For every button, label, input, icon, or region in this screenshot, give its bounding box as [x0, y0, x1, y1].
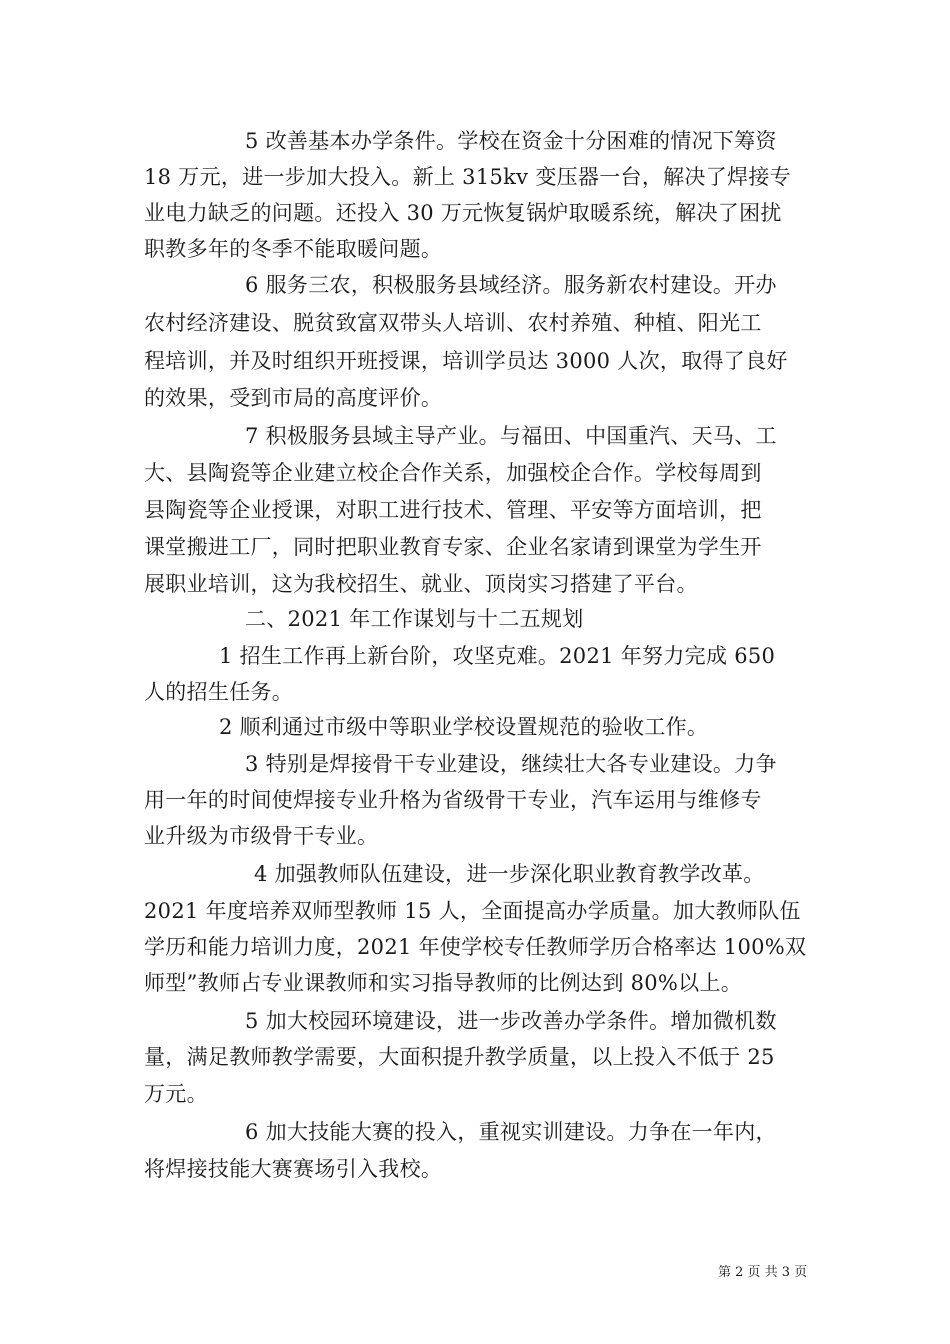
text-line: 将焊接技能大赛赛场引入我校。 [144, 1157, 443, 1181]
text-line: 18 万元，进一步加大投入。新上 315kv 变压器一台，解决了焊接专 [144, 165, 791, 189]
text-line: 的效果，受到市局的高度评价。 [144, 386, 443, 410]
text-line: 学历和能力培训力度，2021 年使学校专任教师学历合格率达 100%双 [144, 935, 807, 959]
text-line: 师型”教师占专业课教师和实习指导教师的比例达到 80%以上。 [144, 971, 743, 995]
text-line: 5 加大校园环境建设，进一步改善办学条件。增加微机数 [245, 1009, 777, 1033]
text-line: 业电力缺乏的问题。还投入 30 万元恢复锅炉取暖系统，解决了困扰 [144, 201, 782, 225]
text-line: 6 加大技能大赛的投入，重视实训建设。力争在一年内， [245, 1120, 777, 1144]
text-line: 量，满足教师教学需要，大面积提升教学质量，以上投入不低于 25 [144, 1045, 775, 1069]
text-line: 县陶瓷等企业授课，对职工进行技术、管理、平安等方面培训，把 [144, 498, 762, 522]
text-line: 2 顺利通过市级中等职业学校设置规范的验收工作。 [219, 715, 709, 739]
page-number: 第 2 页 共 3 页 [718, 1265, 808, 1280]
text-line: 课堂搬进工厂，同时把职业教育专家、企业名家请到课堂为学生开 [144, 535, 762, 559]
text-line: 7 积极服务县域主导产业。与福田、中国重汽、天马、工 [245, 424, 777, 448]
text-line: 展职业培训，这为我校招生、就业、顶岗实习搭建了平台。 [144, 572, 698, 596]
text-line: 人的招生任务。 [144, 680, 294, 704]
section-title: 二、2021 年工作谋划与十二五规划 [245, 607, 584, 631]
text-line: 6 服务三农，积极服务县域经济。服务新农村建设。开办 [245, 273, 777, 297]
text-line: 业升级为市级骨干专业。 [144, 824, 379, 848]
text-line: 农村经济建设、脱贫致富双带头人培训、农村养殖、种植、阳光工 [144, 311, 762, 335]
text-line: 3 特别是焊接骨干专业建设，继续壮大各专业建设。力争 [245, 752, 777, 776]
text-line: 职教多年的冬季不能取暖问题。 [144, 237, 443, 261]
text-line: 4 加强教师队伍建设，进一步深化职业教育教学改革。 [254, 862, 765, 886]
text-line: 大、县陶瓷等企业建立校企合作关系，加强校企合作。学校每周到 [144, 461, 762, 485]
text-line: 用一年的时间使焊接专业升格为省级骨干专业，汽车运用与维修专 [144, 788, 762, 812]
text-line: 程培训，并及时组织开班授课，培训学员达 3000 人次，取得了良好 [144, 349, 788, 373]
text-line: 1 招生工作再上新台阶，攻坚克难。2021 年努力完成 650 [219, 644, 776, 668]
text-line: 5 改善基本办学条件。学校在资金十分困难的情况下筹资 [245, 129, 777, 153]
text-line: 2021 年度培养双师型教师 15 人，全面提高办学质量。加大教师队伍 [144, 899, 801, 923]
text-line: 万元。 [144, 1082, 208, 1106]
